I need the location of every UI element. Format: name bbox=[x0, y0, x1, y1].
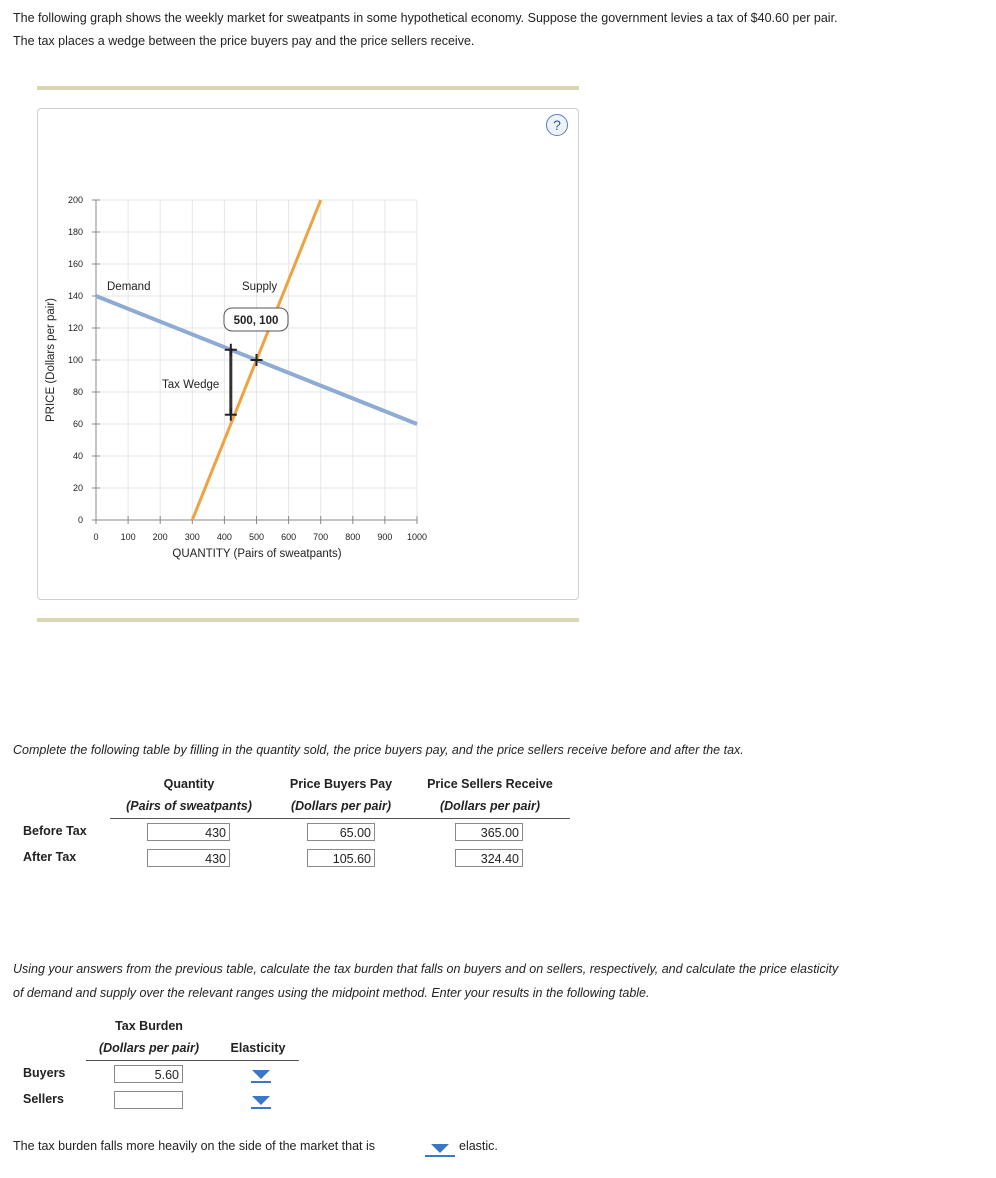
dropdown-underline bbox=[425, 1155, 455, 1157]
x-tick-label: 600 bbox=[281, 532, 297, 542]
final-sentence-prefix: The tax burden falls more heavily on the side of the market that is bbox=[13, 1139, 375, 1153]
table2-instruction bbox=[13, 957, 838, 1005]
sellers-label: Sellers bbox=[23, 1092, 65, 1106]
buyers-elasticity-dropdown[interactable] bbox=[251, 1067, 271, 1085]
buyers-tax-burden-input[interactable]: 5.60 bbox=[114, 1065, 183, 1083]
before-tax-quantity-input[interactable]: 430 bbox=[147, 823, 230, 841]
after-tax-sellers-price-input[interactable]: 324.40 bbox=[455, 849, 523, 867]
x-tick-label: 400 bbox=[216, 532, 232, 542]
after-tax-label: After Tax bbox=[23, 850, 77, 864]
before-tax-label: Before Tax bbox=[23, 824, 87, 838]
chevron-down-icon bbox=[252, 1070, 270, 1079]
tax-burden-header: Tax Burden bbox=[115, 1019, 183, 1033]
after-tax-quantity-input[interactable]: 430 bbox=[147, 849, 230, 867]
after-tax-buyers-price-input[interactable]: 105.60 bbox=[307, 849, 375, 867]
table2-header-rule bbox=[86, 1060, 299, 1061]
tax-burden-unit: (Dollars per pair) bbox=[98, 1041, 200, 1055]
x-tick-labels bbox=[93, 532, 427, 542]
supply-label: Supply bbox=[242, 281, 278, 293]
table2-instruction-line-2: of demand and supply over the relevant ranges using the midpoint method. Enter your results in the following table. bbox=[13, 986, 650, 1000]
demand-label: Demand bbox=[107, 281, 151, 293]
x-tick-label: 700 bbox=[313, 532, 329, 542]
tax-wedge-label: Tax Wedge bbox=[162, 379, 220, 391]
y-tick-label: 40 bbox=[72, 451, 83, 461]
intro-line-1: The following graph shows the weekly market for sweatpants in some hypothetical economy. Suppose the government levies a tax of $40.60 per pair. bbox=[13, 11, 838, 25]
x-tick-label: 100 bbox=[120, 532, 136, 542]
y-tick-label: 20 bbox=[72, 483, 83, 493]
before-tax-sellers-price-input[interactable]: 365.00 bbox=[455, 823, 523, 841]
y-tick-label: 180 bbox=[67, 227, 83, 237]
y-tick-label: 60 bbox=[72, 419, 83, 429]
x-tick-label: 500 bbox=[248, 532, 265, 542]
x-tick-label: 900 bbox=[377, 532, 393, 542]
chevron-down-icon bbox=[431, 1144, 449, 1153]
y-tick-labels bbox=[68, 195, 83, 525]
x-tick-label: 1000 bbox=[406, 532, 428, 542]
sellers-price-header: Price Sellers Receive bbox=[427, 777, 553, 791]
table2-instruction-line-1: Using your answers from the previous table, calculate the tax burden that falls on buyers and on sellers, respectively, and calculate the price elasticity bbox=[13, 962, 839, 976]
table1-instruction: Complete the following table by filling in the quantity sold, the price buyers pay, and the price sellers receive before and after the tax. bbox=[13, 743, 744, 757]
x-tick-label: 200 bbox=[152, 532, 168, 542]
final-sentence-suffix: elastic. bbox=[459, 1139, 498, 1153]
point-tooltip-label: 500, 100 bbox=[233, 315, 279, 327]
elastic-side-dropdown[interactable] bbox=[425, 1141, 455, 1159]
plus-marker[interactable] bbox=[251, 354, 263, 366]
y-tick-label: 160 bbox=[67, 259, 83, 269]
y-tick-label: 100 bbox=[67, 355, 83, 365]
y-tick-label: 0 bbox=[77, 515, 83, 525]
dropdown-underline bbox=[251, 1081, 271, 1083]
quantity-unit: (Pairs of sweatpants) bbox=[126, 799, 252, 813]
chevron-down-icon bbox=[252, 1096, 270, 1105]
buyers-label: Buyers bbox=[23, 1066, 66, 1080]
x-tick-label: 800 bbox=[345, 532, 361, 542]
intro-line-2: The tax places a wedge between the price buyers pay and the price sellers receive. bbox=[13, 34, 475, 48]
sellers-tax-burden-input[interactable] bbox=[114, 1091, 183, 1109]
sellers-elasticity-dropdown[interactable] bbox=[251, 1093, 271, 1111]
sellers-price-unit: (Dollars per pair) bbox=[439, 799, 541, 813]
x-axis-label: QUANTITY (Pairs of sweatpants) bbox=[172, 548, 342, 560]
y-tick-label: 140 bbox=[67, 291, 83, 301]
elasticity-header: Elasticity bbox=[230, 1041, 286, 1055]
x-tick-label: 300 bbox=[184, 532, 200, 542]
dropdown-underline bbox=[251, 1107, 271, 1109]
graph-bottom-rule bbox=[37, 618, 579, 622]
buyers-price-header: Price Buyers Pay bbox=[289, 777, 393, 791]
quantity-header: Quantity bbox=[163, 777, 215, 791]
y-tick-label: 200 bbox=[67, 195, 83, 205]
y-tick-label: 80 bbox=[72, 387, 83, 397]
x-tick-label: 0 bbox=[93, 532, 99, 542]
y-axis-label: PRICE (Dollars per pair) bbox=[45, 298, 57, 422]
before-tax-buyers-price-input[interactable]: 65.00 bbox=[307, 823, 375, 841]
y-tick-label: 120 bbox=[67, 323, 83, 333]
plus-marker[interactable] bbox=[225, 344, 237, 356]
buyers-price-unit: (Dollars per pair) bbox=[290, 799, 392, 813]
help-icon[interactable]: ? bbox=[546, 114, 568, 136]
table1-header-rule bbox=[110, 818, 570, 819]
